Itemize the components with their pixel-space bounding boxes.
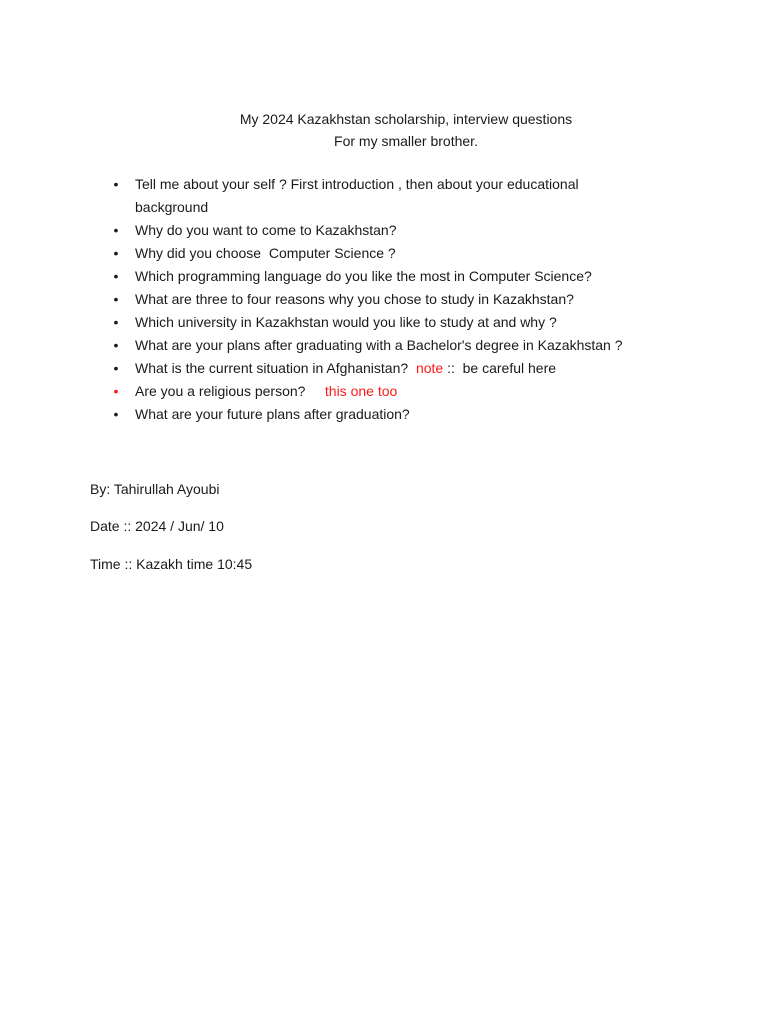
bullet-icon: • — [113, 176, 119, 192]
bullet-icon-red: • — [113, 383, 119, 399]
title-line-2: For my smaller brother. — [334, 133, 478, 149]
list-item — [115, 265, 655, 288]
question-text: Why did you choose Computer Science ? — [135, 245, 396, 261]
list-item — [115, 242, 655, 265]
list-item — [115, 288, 655, 311]
date-line: Date :: 2024 / Jun/ 10 — [90, 518, 224, 534]
list-item — [115, 219, 655, 242]
document-title — [0, 108, 768, 152]
list-item — [115, 334, 655, 357]
bullet-icon: • — [113, 406, 119, 422]
bullet-icon: • — [113, 291, 119, 307]
list-item — [115, 311, 655, 334]
bullet-icon: • — [113, 360, 119, 376]
question-text: Are you a religious person? — [135, 383, 325, 399]
time-line: Time :: Kazakh time 10:45 — [90, 556, 253, 572]
author-line: By: Tahirullah Ayoubi — [90, 481, 220, 497]
note-caution-text: :: be careful here — [443, 360, 557, 376]
question-text: Why do you want to come to Kazakhstan? — [135, 222, 397, 238]
bullet-icon: • — [113, 337, 119, 353]
title-line-1: My 2024 Kazakhstan scholarship, interview questions — [239, 111, 573, 127]
question-text: What are three to four reasons why you chose to study in Kazakhstan? — [135, 291, 574, 307]
list-item — [115, 173, 655, 219]
list-item — [115, 403, 655, 426]
note-label: this one too — [324, 383, 398, 399]
question-list — [115, 173, 655, 426]
bullet-icon: • — [113, 268, 119, 284]
list-item — [115, 357, 655, 380]
question-text: Tell me about your self ? First introduction , then about your educational — [135, 176, 579, 192]
note-label: note — [415, 360, 444, 376]
bullet-icon: • — [113, 314, 119, 330]
question-text: What are your plans after graduating with a Bachelor's degree in Kazakhstan ? — [135, 337, 623, 353]
question-text: Which programming language do you like the most in Computer Science? — [135, 268, 592, 284]
question-text: What is the current situation in Afghanistan? — [135, 360, 416, 376]
bullet-icon: • — [113, 245, 119, 261]
question-text: What are your future plans after graduation? — [135, 406, 410, 422]
list-item — [115, 380, 655, 403]
question-text-continuation: background — [135, 199, 209, 215]
bullet-icon: • — [113, 222, 119, 238]
question-text: Which university in Kazakhstan would you like to study at and why ? — [135, 314, 557, 330]
